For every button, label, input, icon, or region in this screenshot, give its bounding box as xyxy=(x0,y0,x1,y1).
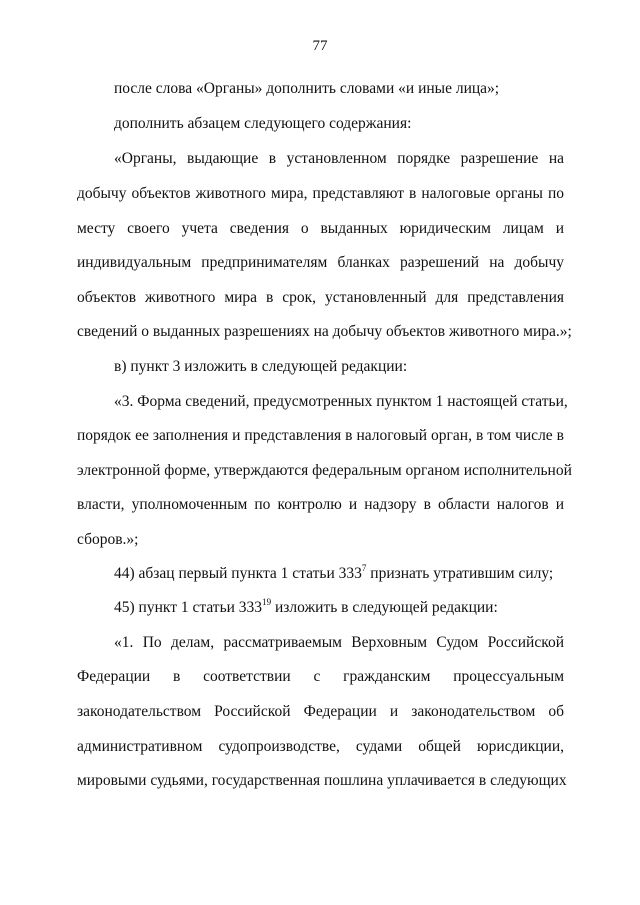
text-line: административном судопроизводстве, судами общей юрисдикции, xyxy=(77,738,564,755)
text-line: сборов.»; xyxy=(77,531,139,548)
text-line-article-44 xyxy=(114,564,553,584)
text-fragment: признать утратившим силу; xyxy=(366,565,554,582)
text-line: объектов животного мира в срок, установленный для представления xyxy=(77,289,564,306)
text-line: Федерации в соответствии с гражданским процессуальным xyxy=(77,668,564,685)
text-fragment: 45) пункт 1 статьи 333 xyxy=(114,599,263,616)
text-line: добычу объектов животного мира, представляют в налоговые органы по xyxy=(77,185,564,202)
text-line: «1. По делам, рассматриваемым Верховным Судом Российской xyxy=(114,634,564,651)
text-line: в) пункт 3 изложить в следующей редакции: xyxy=(114,358,408,375)
text-line: порядок ее заполнения и представления в налоговый орган, в том числе в xyxy=(77,427,564,444)
text-line: «3. Форма сведений, предусмотренных пунктом 1 настоящей статьи, xyxy=(114,393,568,410)
text-fragment: изложить в следующей редакции: xyxy=(271,599,498,616)
text-line: после слова «Органы» дополнить словами «и иные лица»; xyxy=(114,80,500,97)
text-line: дополнить абзацем следующего содержания: xyxy=(114,115,412,132)
superscript: 7 xyxy=(361,562,367,573)
text-line: сведений о выданных разрешениях на добычу объектов животного мира.»; xyxy=(77,323,572,340)
text-line: электронной форме, утверждаются федеральным органом исполнительной xyxy=(77,462,572,479)
page-number: 77 xyxy=(312,38,328,54)
text-line: мировыми судьями, государственная пошлина уплачивается в следующих xyxy=(77,772,567,789)
superscript: 19 xyxy=(262,596,272,607)
text-line: законодательством Российской Федерации и законодательством об xyxy=(77,703,564,720)
text-line-article-45 xyxy=(114,598,498,618)
text-line: индивидуальным предпринимателям бланках разрешений на добычу xyxy=(77,254,564,271)
text-line: власти, уполномоченным по контролю и надзору в области налогов и xyxy=(77,496,564,513)
text-fragment: 44) абзац первый пункта 1 статьи 333 xyxy=(114,565,362,582)
text-line: месту своего учета сведения о выданных юридическим лицам и xyxy=(77,220,564,237)
text-line: «Органы, выдающие в установленном порядке разрешение на xyxy=(114,150,564,167)
